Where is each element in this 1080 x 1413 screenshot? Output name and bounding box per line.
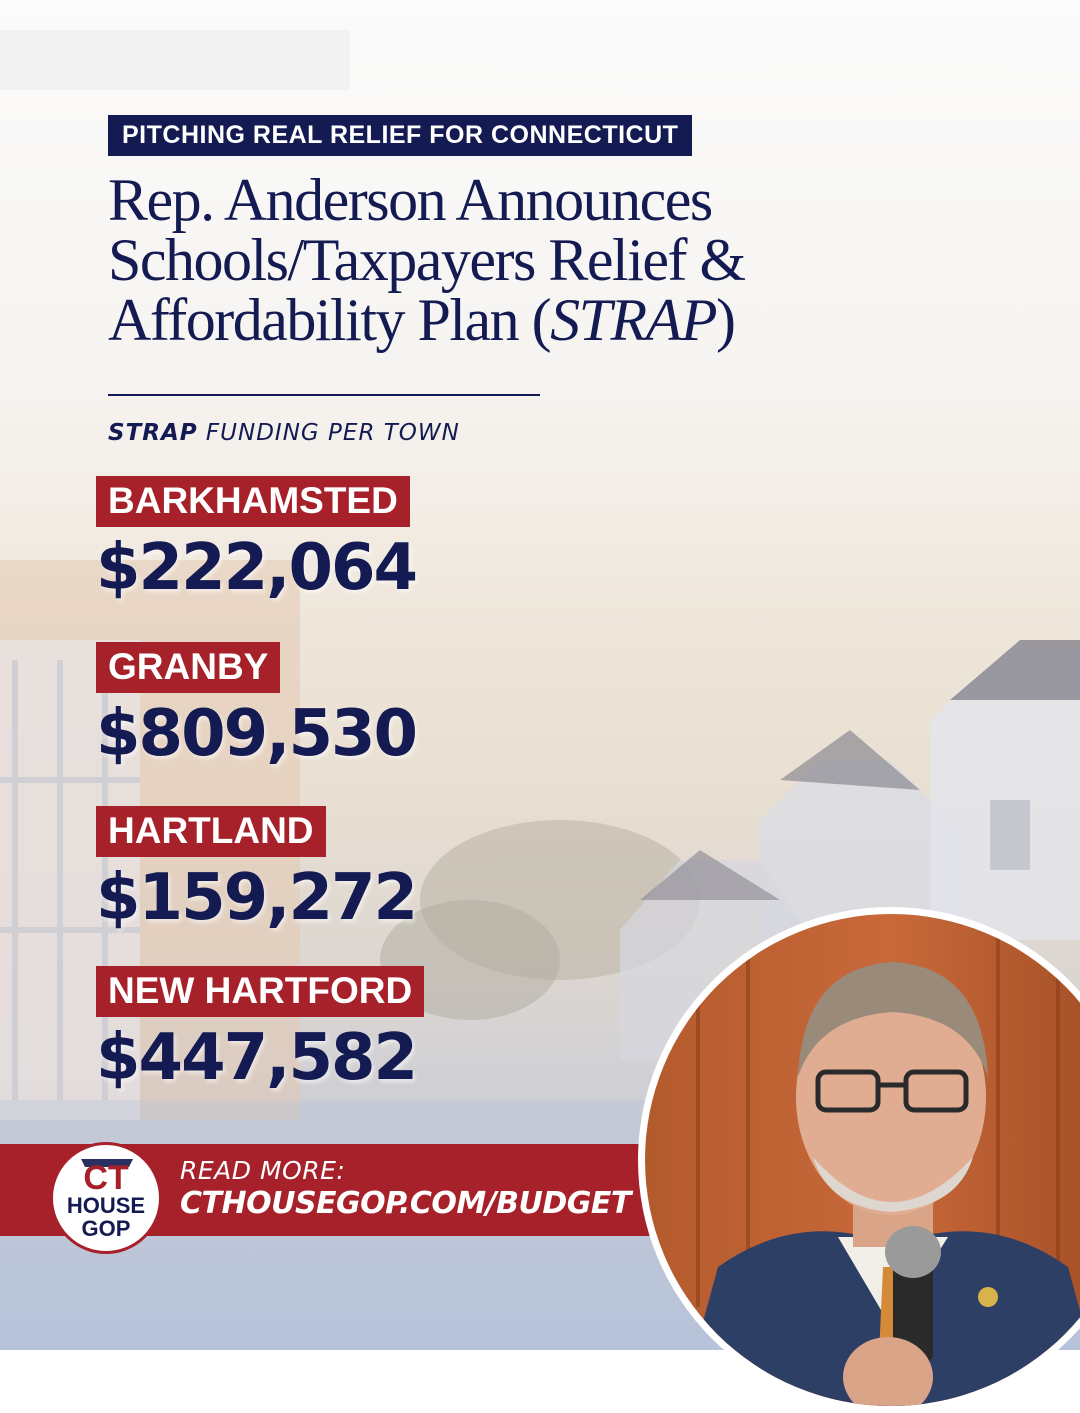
town-amount: $447,582	[96, 1021, 417, 1095]
town-item-new-hartford	[96, 966, 424, 1095]
town-item-hartland	[96, 806, 416, 935]
town-name: GRANBY	[96, 642, 280, 693]
subheading	[108, 420, 460, 446]
headline-line-1: Rep. Anderson Announces	[108, 167, 712, 233]
kicker-label: PITCHING REAL RELIEF FOR CONNECTICUT	[108, 115, 692, 156]
town-item-barkhamsted	[96, 476, 416, 605]
headline-line-3-prefix: Affordability Plan (	[108, 287, 551, 353]
town-item-granby	[96, 642, 416, 771]
logo-mark	[53, 1145, 159, 1251]
town-amount: $809,530	[96, 697, 417, 771]
logo-text-gop: GOP	[81, 1216, 131, 1241]
headline-line-3-suffix: )	[715, 287, 735, 353]
headline-block	[108, 115, 828, 353]
read-more-label: READ MORE:	[180, 1156, 346, 1185]
headline-line-2: Schools/Taxpayers Relief &	[108, 227, 745, 293]
town-amount: $159,272	[96, 861, 417, 935]
headline	[108, 167, 828, 353]
ct-house-gop-logo	[50, 1142, 162, 1254]
divider-rule	[108, 394, 540, 396]
headline-strap-italic: STRAP	[550, 287, 716, 353]
logo-text-house: HOUSE	[66, 1193, 146, 1218]
town-name: NEW HARTFORD	[96, 966, 424, 1017]
headline-line-3	[108, 287, 828, 353]
budget-link[interactable]: CTHOUSEGOP.COM/BUDGET	[180, 1186, 631, 1221]
town-name: HARTLAND	[96, 806, 326, 857]
town-amount: $222,064	[96, 531, 417, 605]
subheading-strap: STRAP	[108, 420, 198, 446]
town-name: BARKHAMSTED	[96, 476, 410, 527]
subheading-rest: FUNDING PER TOWN	[197, 420, 460, 446]
logo-text-ct: CT	[83, 1159, 129, 1197]
